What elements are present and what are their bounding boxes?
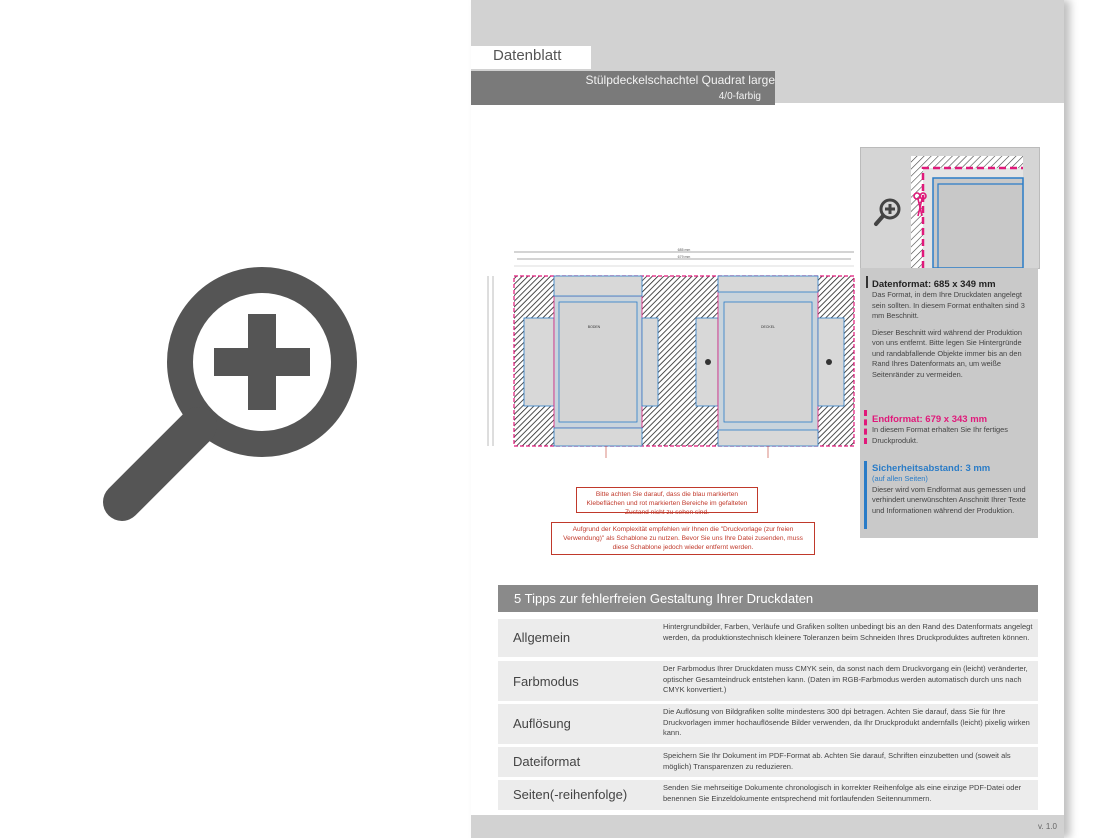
datenformat-title: Datenformat: 685 x 349 mm (872, 279, 996, 290)
deckel-label: DECKEL (760, 325, 776, 329)
endformat-marker (864, 410, 870, 444)
endformat-text: In diesem Format erhalten Sie Ihr fertiges Druckprodukt. (872, 425, 1008, 445)
tip-row (498, 661, 1038, 701)
tip-text: Die Auflösung von Bildgrafiken sollte mindestens 300 dpi betragen. Achten Sie darauf, dass Sie für Ihre Druckvorlagen immer hochauflösende Bilder verwenden, da Ihr Druckprodukt andernfalls (leicht) pixelig wirken kann. (663, 707, 1030, 737)
footer-band (471, 815, 1064, 838)
datenformat-text-2: Dieser Beschnitt wird während der Produktion von uns entfernt. Bitte legen Sie Hintergründe und randabfallende Objekte immer bis an den Rand Ihres Datenformats an, um weiße Seitenränder zu vermeiden. (872, 327, 1022, 379)
sicherheit-marker (864, 461, 867, 529)
total-width-label: 685 mm (677, 248, 691, 252)
page-title: Datenblatt (493, 47, 562, 64)
sicherheit-text: Dieser wird vom Endformat aus gemessen und verhindert unerwünschten Anschnitt Ihrer Texte und Informationen während der Produktion. (872, 484, 1026, 515)
tip-text: Senden Sie mehrseitige Dokumente chronologisch in korrekter Reihenfolge als eine einzige PDF-Datei oder benennen Sie Einzeldokumente entsprechend mit fortlaufenden Seitennummern. (663, 783, 1022, 803)
corner-detail-inset (860, 147, 1040, 269)
endformat-title: Endformat: 679 x 343 mm (872, 414, 988, 425)
sicherheit-title: Sicherheitsabstand: 3 mm (872, 463, 991, 474)
datenformat-text: Das Format, in dem Ihre Druckdaten angelegt sein sollten. In diesem Format enthalten sind 3 mm Beschnitt. (872, 290, 1025, 320)
note-glue-areas: Bitte achten Sie darauf, dass die blau markierten Klebeflächen und rot markierten Bereiche im gefalteten Zustand nicht zu sehen sind. (576, 487, 758, 513)
tip-text: Der Farbmodus Ihrer Druckdaten muss CMYK sein, da sonst nach dem Druckvorgang ein (leicht) veränderter, optischer Gesamteindruck entstehen kann. (Daten im RGB-Farbmodus werden automatisch durch uns nach CMYK konvertiert.) (663, 664, 1028, 694)
version-label: v. 1.0 (1038, 822, 1057, 831)
tip-label: Dateiformat (513, 754, 581, 769)
tip-label: Auflösung (513, 716, 571, 731)
tip-text: Speichern Sie Ihr Dokument im PDF-Format ab. Achten Sie darauf, Schriften einzubetten und (soweit als möglich) Transparenzen zu reduzieren. (663, 751, 1011, 771)
tip-row (498, 780, 1038, 810)
die-line-drawing (484, 246, 859, 458)
end-width-label: 679 mm (677, 255, 691, 259)
datasheet-page (471, 0, 1064, 838)
sicherheit-block (872, 463, 1034, 516)
sicherheit-sub: (auf allen Seiten) (872, 474, 928, 483)
tip-row (498, 619, 1038, 657)
format-info-panel (860, 268, 1038, 538)
tip-row (498, 747, 1038, 777)
datenformat-block (872, 279, 1032, 380)
product-name: Stülpdeckelschachtel Quadrat large (585, 73, 775, 87)
note-template: Aufgrund der Komplexität empfehlen wir Ihnen die "Druckvorlage (zur freien Verwendung)" als Schablone zu nutzen. Bevor Sie uns Ihre Datei zusenden, muss diese Schablone jedoch wieder entfernt werden. (551, 522, 815, 555)
endformat-block (872, 414, 1032, 446)
scissors-icon (913, 192, 927, 218)
tip-label: Farbmodus (513, 674, 579, 689)
zoom-in-icon[interactable] (100, 262, 360, 532)
datenformat-marker (866, 276, 868, 288)
zoom-in-small-icon[interactable] (873, 196, 903, 228)
color-mode: 4/0-farbig (718, 91, 761, 102)
tip-label: Seiten(-reihenfolge) (513, 787, 628, 802)
tip-text: Hintergrundbilder, Farben, Verläufe und Grafiken sollten unbedingt bis an den Rand des Datenformats angelegt werden, da produktionstechnisch kleinere Toleranzen beim Schneiden Ihres Druckproduktes auftreten können. (663, 622, 1033, 642)
tip-label: Allgemein (513, 630, 571, 645)
tips-title: 5 Tipps zur fehlerfreien Gestaltung Ihrer Druckdaten (514, 591, 814, 606)
boden-label: BODEN (587, 325, 601, 329)
tip-row (498, 704, 1038, 744)
